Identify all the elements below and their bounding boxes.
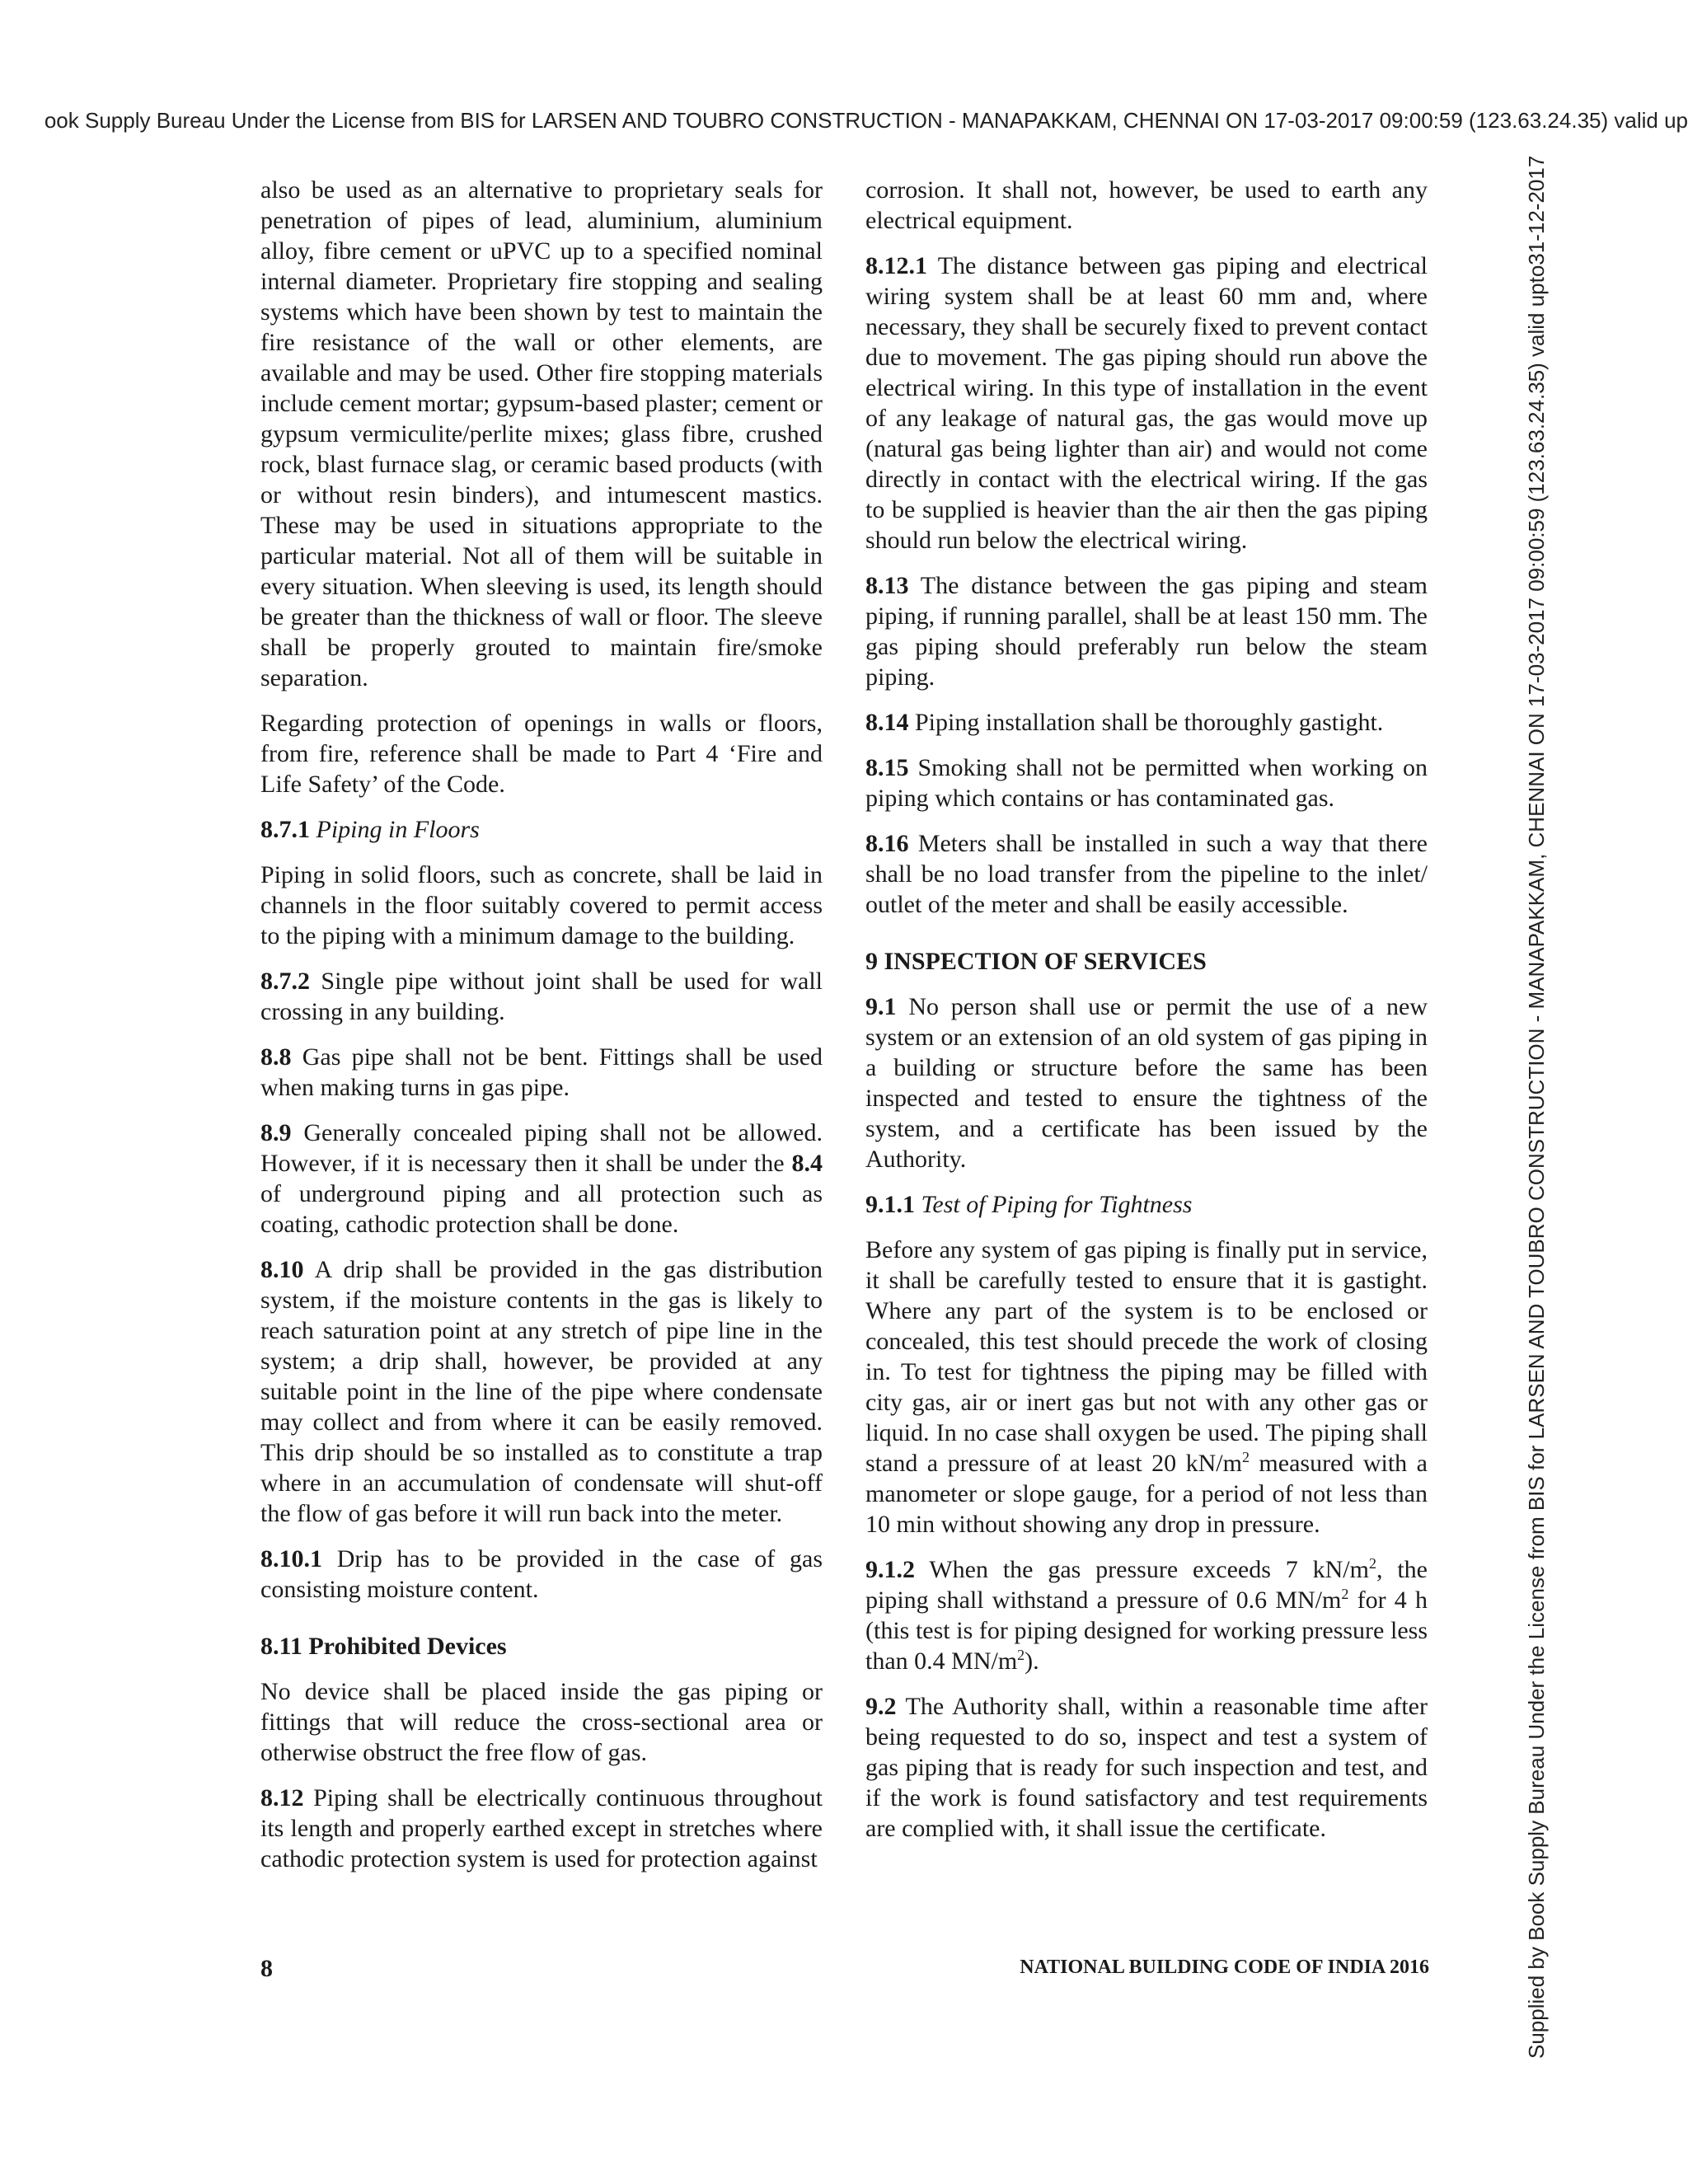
section-text: Piping installation shall be thoroughly gastight. — [915, 709, 1384, 736]
section-number: 9.2 — [865, 1693, 897, 1720]
section-number: 8.7.1 — [260, 816, 310, 843]
section-text-continued: of underground piping and all protection such as coating, cathodic protection shall be done. — [260, 1180, 823, 1238]
top-watermark — [0, 102, 1688, 138]
superscript: 2 — [1368, 1555, 1376, 1572]
side-watermark: Supplied by Book Supply Bureau Under the License from BIS for LARSEN AND TOUBRO CONSTRUCTION - MANAPAKKAM, CHENNAI ON 17-03-2017 09:00:59 (123.63.24.35) valid upto31-12-2017 — [1524, 155, 1549, 2059]
superscript: 2 — [1017, 1647, 1025, 1663]
section-number: 8.10.1 — [260, 1545, 322, 1572]
section-text: Single pipe without joint shall be used for wall crossing in any building. — [260, 968, 823, 1025]
section-number: 9.1.1 — [865, 1191, 915, 1218]
superscript: 2 — [1241, 1449, 1250, 1465]
section-number: 9.1.2 — [865, 1556, 915, 1583]
paragraph-text: Before any system of gas piping is finally put in service, it shall be carefully tested to ensure that it is gastight. Where any part of the system is to be enclosed or concealed, this test should precede the work of closing in. To test for tightness the piping may be filled with city gas, air or inert gas but not with any other gas or liquid. In no case shall oxygen be used. The piping shall stand a pressure of at least 20 kN/m — [865, 1236, 1428, 1477]
section-number: 8.16 — [865, 830, 909, 857]
paragraph-corrosion: corrosion. It shall not, however, be used to earth any electrical equipment. — [865, 176, 1428, 234]
superscript: 2 — [1341, 1586, 1349, 1602]
section-9-1 — [865, 991, 1428, 1174]
section-8-7-2 — [260, 966, 823, 1027]
section-number: 8.12 — [260, 1784, 304, 1811]
paragraph-piping-floors: Piping in solid floors, such as concrete, shall be laid in channels in the floor suitably covered to permit access to the piping with a minimum damage to the building. — [260, 861, 823, 949]
section-number: 8.13 — [865, 572, 909, 599]
section-8-16 — [865, 828, 1428, 920]
left-column — [260, 175, 823, 1889]
section-text: Smoking shall not be permitted when working on piping which contains or has contaminated gas. — [865, 754, 1428, 812]
section-8-12 — [260, 1783, 823, 1874]
section-8-10-1 — [260, 1544, 823, 1605]
section-number: 8.12.1 — [865, 252, 927, 279]
section-title: Piping in Floors — [316, 816, 480, 843]
section-9-1-1-heading — [865, 1189, 1428, 1220]
top-watermark-text: ook Supply Bureau Under the License from BIS for LARSEN AND TOUBRO CONSTRUCTION - MANAPAKKAM, CHENNAI ON 17-03-2017 09:00:59 (123.63.24.35) valid up — [44, 108, 1688, 133]
paragraph-fire-stopping: also be used as an alternative to proprietary seals for penetration of pipes of lead, aluminium, aluminium alloy, fibre cement or uPVC up to a specified nominal internal diameter. Proprietary fire stopping and sealing systems which have been shown by test to maintain the fire resistance of the wall or other elements, are available and may be used. Other fire stopping materials include cement mortar; gypsum-based plaster; cement or gypsum vermiculite/perlite mixes; glass fibre, crushed rock, blast furnace slag, or ceramic based products (with or without resin binders), and intumescent mastics. These may be used in situations appropriate to the particular material. Not all of them will be suitable in every situation. When sleeving is used, its length should be greater than the thickness of wall or floor. The sleeve shall be properly grouted to maintain fire/smoke separation. — [260, 176, 823, 691]
section-text: No person shall use or permit the use of a new system or an extension of an old system of gas piping in a building or structure before the same has been inspected and tested to ensure the tightness of the system, and a certificate has been issued by the Authority. — [865, 993, 1428, 1173]
running-footer-title: NATIONAL BUILDING CODE OF INDIA 2016 — [1020, 1957, 1429, 1978]
section-text: When the gas pressure exceeds 7 kN/m — [929, 1556, 1369, 1583]
section-text-part: for 4 h (this test is for piping designed for working pressure less than 0.4 MN/m — [865, 1586, 1428, 1675]
section-9-1-2 — [865, 1554, 1428, 1676]
section-text: Gas pipe shall not be bent. Fittings shall be used when making turns in gas pipe. — [260, 1043, 823, 1101]
section-text: Meters shall be installed in such a way that there shall be no load transfer from the pipeline to the inlet/ outlet of the meter and shall be easily accessible. — [865, 830, 1428, 918]
section-number: 8.14 — [865, 709, 909, 736]
section-8-13 — [865, 570, 1428, 692]
section-8-9 — [260, 1118, 823, 1240]
section-8-10 — [260, 1254, 823, 1529]
section-text: A drip shall be provided in the gas distribution system, if the moisture contents in the gas is likely to reach saturation point at any stretch of pipe line in the system; a drip shall, however, be provided at any suitable point in the line of the pipe where condensate may collect and from where it can be easily removed. This drip should be so installed as to constitute a trap where in an accumulation of condensate will shut-off the flow of gas before it will run back into the meter. — [260, 1256, 823, 1527]
section-text: Drip has to be provided in the case of gas consisting moisture content. — [260, 1545, 823, 1603]
section-text: The Authority shall, within a reasonable time after being requested to do so, inspect and test a system of gas piping that is ready for such inspection and test, and if the work is found satisfactory and test requirements are complied with, it shall issue the certificate. — [865, 1693, 1428, 1842]
section-reference: 8.4 — [791, 1150, 823, 1177]
section-8-11-heading: 8.11 Prohibited Devices — [260, 1633, 507, 1660]
paragraph-text-continued: measured with a manometer or slope gauge, for a period of not less than 10 min without showing any drop in pressure. — [865, 1450, 1428, 1538]
section-text-part: , the piping shall withstand a pressure of 0.6 MN/m — [865, 1556, 1428, 1614]
section-text: The distance between gas piping and electrical wiring system shall be at least 60 mm and, where necessary, they shall be securely fixed to prevent contact due to movement. The gas piping should run above the electrical wiring. In this type of installation in the event of any leakage of natural gas, the gas would move up (natural gas being lighter than air) and would not come directly in contact with the electrical wiring. If the gas to be supplied is heavier than the air then the gas piping should run below the electrical wiring. — [865, 252, 1428, 554]
section-8-15 — [865, 752, 1428, 813]
section-8-14 — [865, 707, 1428, 738]
paragraph-openings-protection: Regarding protection of openings in walls or floors, from fire, reference shall be made to Part 4 ‘Fire and Life Safety’ of the Code. — [260, 710, 823, 798]
paragraph-tightness-test — [865, 1235, 1428, 1540]
section-number: 8.8 — [260, 1043, 292, 1071]
paragraph-prohibited-devices: No device shall be placed inside the gas piping or fittings that will reduce the cross-sectional area or otherwise obstruct the free flow of gas. — [260, 1678, 823, 1766]
section-8-12-1 — [865, 251, 1428, 555]
section-title: Test of Piping for Tightness — [921, 1191, 1193, 1218]
page-number: 8 — [260, 1955, 273, 1982]
section-number: 9.1 — [865, 993, 897, 1020]
section-8-8 — [260, 1042, 823, 1103]
section-9-2 — [865, 1691, 1428, 1844]
section-number: 8.7.2 — [260, 968, 310, 995]
section-text: The distance between the gas piping and steam piping, if running parallel, shall be at least 150 mm. The gas piping should preferably run below the steam piping. — [865, 572, 1428, 691]
right-column — [865, 175, 1428, 1858]
section-text: Piping shall be electrically continuous throughout its length and properly earthed except in stretches where cathodic protection system is used for protection against — [260, 1784, 823, 1872]
section-text: Generally concealed piping shall not be allowed. However, if it is necessary then it shall be under the — [260, 1119, 823, 1177]
section-number: 8.10 — [260, 1256, 304, 1283]
section-number: 8.9 — [260, 1119, 292, 1146]
section-text-part: ). — [1025, 1647, 1039, 1675]
section-9-heading: 9 INSPECTION OF SERVICES — [865, 948, 1207, 975]
section-8-7-1-heading — [260, 814, 823, 845]
section-number: 8.15 — [865, 754, 909, 781]
